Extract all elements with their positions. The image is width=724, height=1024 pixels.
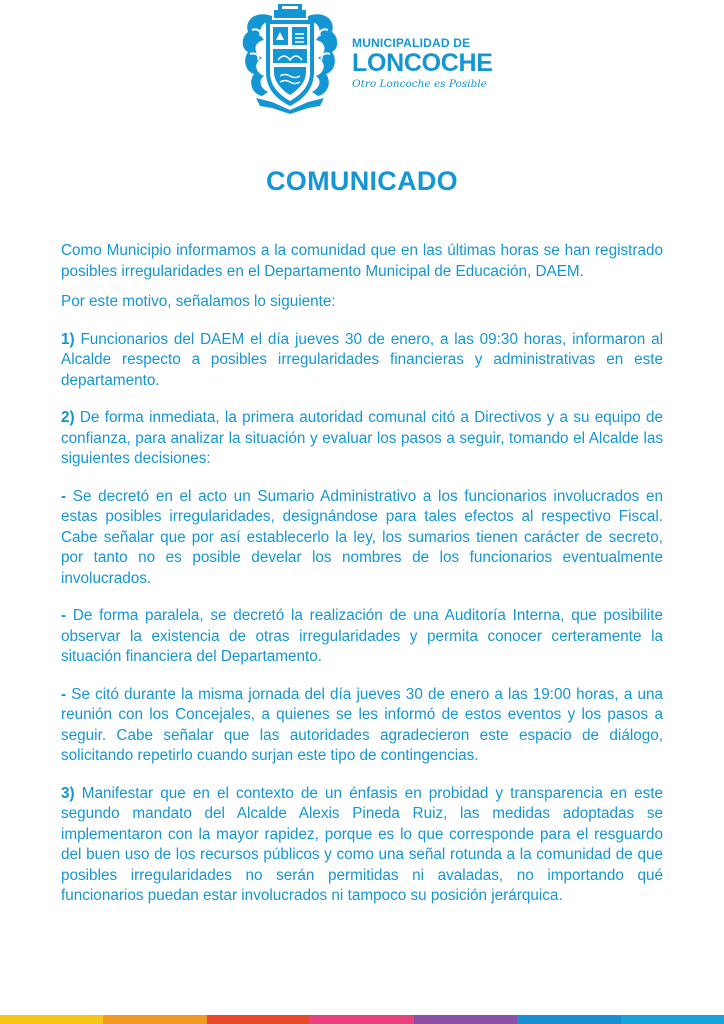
- bullet-1-dash: -: [61, 487, 67, 505]
- communique-body: [61, 241, 663, 907]
- footer-color-segment: [103, 1015, 206, 1024]
- item-2-text: De forma inmediata, la primera autoridad comunal citó a Directivos y a su equipo de confianza, para analizar la situación y evaluar los pasos a seguir, tomando el Alcalde las siguientes decisiones:: [61, 409, 663, 467]
- footer-color-segment: [310, 1015, 413, 1024]
- footer-color-bar: [0, 1015, 724, 1024]
- bullet-2-dash: -: [61, 607, 67, 624]
- footer-color-segment: [207, 1015, 310, 1024]
- footer-color-segment: [414, 1015, 517, 1024]
- page-title: COMUNICADO: [266, 166, 458, 196]
- item-3-text: Manifestar que en el contexto de un énfasis en probidad y transparencia en este segundo mandato del Alcalde Alexis Pineda Ruiz, las medidas adoptadas se implementaron con la mayor rapidez, porque es lo que corresponde para el resguardo del buen uso de los recursos públicos y como una señal rotunda a la comunidad de que posibles irregularidades no serán permitidas ni avaladas, no importando qué funcionarios puedan estar involucrados ni tampoco su posición jerárquica.: [61, 784, 663, 904]
- bullet-1: [61, 487, 663, 590]
- intro-paragraph: Como Municipio informamos a la comunidad que en las últimas horas se han registrado posibles irregularidades en el Departamento Municipal de Educación, DAEM.: [61, 242, 663, 280]
- brand-block: [352, 36, 502, 92]
- item-1-number: 1): [61, 330, 75, 348]
- bullet-1-text: Se decretó en el acto un Sumario Administrativo a los funcionarios involucrados en estas posibles irregularidades, designándose para tales efectos al respectivo Fiscal. Cabe señalar que por así establecerlo la ley, los sumarios tienen carácter de secreto, por tanto no es posible develar los nombres de los funcionarios eventualmente involucrados.: [61, 487, 663, 587]
- brand-line2: LONCOCHE: [352, 49, 493, 77]
- bullet-3-dash: -: [61, 685, 67, 703]
- lead-paragraph: Por este motivo, señalamos lo siguiente:: [61, 293, 336, 310]
- bullet-3: [61, 685, 663, 767]
- item-1: [61, 330, 663, 392]
- item-3: [61, 784, 663, 907]
- item-2-number: 2): [61, 409, 75, 426]
- item-2: [61, 408, 663, 470]
- bullet-2-text: De forma paralela, se decretó la realización de una Auditoría Interna, que posibilite observar la existencia de otras irregularidades y permita conocer certeramente la situación financiera del Departamento.: [61, 607, 663, 665]
- item-3-number: 3): [61, 784, 75, 802]
- footer-color-segment: [621, 1015, 724, 1024]
- brand-line1: MUNICIPALIDAD DE: [352, 36, 471, 50]
- bullet-3-text: Se citó durante la misma jornada del día jueves 30 de enero a las 19:00 horas, a una reunión con los Concejales, a quienes se les informó de estos eventos y los pasos a seguir. Cabe señalar que las autoridades agradecieron este espacio de diálogo, solicitando repetirlo cuando surjan este tipo de contingencias.: [61, 685, 663, 764]
- footer-color-segment: [517, 1015, 620, 1024]
- bullet-2: [61, 606, 663, 668]
- coat-of-arms-icon: [238, 2, 342, 114]
- brand-slogan: Otro Loncoche es Posible: [352, 78, 487, 90]
- footer-color-segment: [0, 1015, 103, 1024]
- header: [238, 2, 498, 114]
- item-1-text: Funcionarios del DAEM el día jueves 30 de enero, a las 09:30 horas, informaron al Alcalde respecto a posibles irregularidades financieras y administrativas en este departamento.: [61, 330, 663, 389]
